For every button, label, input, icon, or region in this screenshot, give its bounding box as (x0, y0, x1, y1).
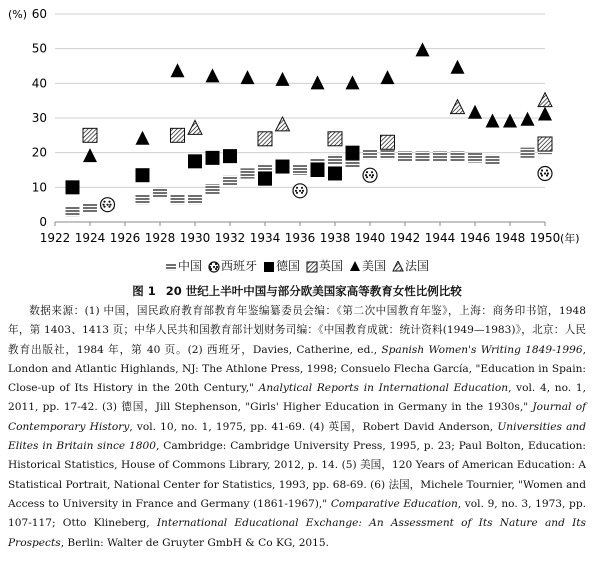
point-france (276, 117, 290, 131)
marker-shape (136, 131, 150, 145)
source-text-1: 数据来源：(1) 中国，国民政府教育部教育年鉴编纂委员会编：《第二次中国教育年鉴》，上海：商务印书馆，1948 年，第 1403、1413 页；中华人民共和国教育部计划财务司编：《中国教育成就：统计资料(1949—1983)》，北京：人民教育出版社，1984 年，第 40 页。(2) 西班牙，Davies, Catherine, ed., (8, 305, 586, 356)
legend-marker-shape (264, 262, 274, 272)
marks (66, 42, 553, 216)
x-unit-label: (年) (560, 232, 580, 245)
marker-shape (346, 146, 360, 160)
legend-marker-uk (306, 261, 318, 273)
point-usa (521, 112, 535, 126)
point-germany (311, 163, 325, 177)
x-tick-label: 1928 (144, 231, 176, 245)
marker-dot (540, 172, 542, 174)
point-spain (101, 198, 115, 212)
marker-dot (108, 206, 110, 208)
marker-shape (468, 153, 482, 163)
marker-shape (381, 70, 395, 84)
legend-item-spain (208, 257, 257, 274)
marker-shape (521, 112, 535, 126)
y-tick-label: 50 (31, 41, 47, 56)
marker-shape (83, 128, 97, 142)
marker-shape (206, 151, 220, 165)
point-germany (223, 149, 237, 163)
point-germany (328, 166, 342, 180)
point-usa (136, 131, 150, 145)
point-china (188, 195, 202, 205)
marker-shape (166, 263, 176, 270)
point-china (83, 203, 97, 213)
marker-dot (372, 174, 374, 176)
source-title-1: Spanish Women's Writing 1849-1996 (381, 343, 583, 356)
marker-shape (416, 151, 430, 161)
x-tick-label: 1932 (214, 231, 246, 245)
marker-dot (544, 172, 546, 174)
point-china (223, 176, 237, 186)
legend-label: 法国 (405, 259, 430, 273)
point-china (66, 207, 80, 217)
source-text-5: , Cambridge: Cambridge University Press, 1995, p. 23; Paul Bolton, Education: Historical Statistics, House of Commons Library, 2012, p. 14. (5) 美国，120 Years of American Education: A Statistical Portrait, National Center for Statistics, 1993, pp. 68-69. (6) 法国，Michele Tournier, "Women and Access to University in France and Germany (1861-1967)," (8, 440, 586, 510)
point-france (451, 100, 465, 114)
marker-dot (546, 169, 548, 171)
marker-shape (311, 163, 325, 177)
point-usa (451, 60, 465, 74)
point-china (328, 155, 342, 165)
point-uk (538, 137, 552, 151)
marker-dot (301, 192, 303, 194)
marker-dot (295, 190, 297, 192)
marker-shape (307, 262, 317, 272)
y-tick-label: 60 (31, 7, 47, 21)
legend-marker-shape (350, 261, 360, 271)
marker-dot (209, 265, 211, 267)
source-title-2: Analytical Reports in International Education (258, 382, 509, 395)
source-text-4: , vol. 10, no. 1, 1975, pp. 41-69. (4) 英国，Robert David Anderson, (129, 420, 498, 433)
marker-shape (416, 42, 430, 56)
figure-caption (0, 283, 594, 299)
point-germany (66, 180, 80, 194)
legend-item-uk (306, 257, 343, 274)
point-germany (346, 146, 360, 160)
marker-shape (276, 72, 290, 86)
point-usa (206, 68, 220, 82)
marker-shape (538, 107, 552, 121)
legend-marker-france (392, 261, 404, 273)
marker-shape (311, 75, 325, 89)
point-usa (346, 75, 360, 89)
source-title-4: Universities and Elites in Britain since 1800 (8, 420, 586, 453)
x-tick-label: 1948 (494, 231, 526, 245)
legend-item-usa (349, 257, 386, 274)
point-china (153, 188, 167, 198)
marker-shape (451, 100, 465, 114)
marker-dot (365, 174, 367, 176)
marker-shape (66, 180, 80, 194)
legend-item-germany (263, 257, 300, 274)
marker-shape (521, 148, 535, 158)
marker-shape (350, 261, 360, 271)
source-title-3: Journal of Contemporary History (8, 401, 586, 433)
figure-number: 图 1 (132, 284, 156, 298)
point-usa (311, 75, 325, 89)
marker-dot (301, 187, 303, 189)
y-tick-label: 0 (39, 215, 47, 229)
marker-shape (276, 160, 290, 174)
marker-shape (538, 137, 552, 151)
marker-shape (241, 169, 255, 179)
marker-dot (215, 267, 217, 269)
point-usa (486, 113, 500, 127)
chart (0, 0, 594, 256)
legend-item-france (392, 257, 429, 274)
point-uk (171, 128, 185, 142)
marker-shape (258, 172, 272, 186)
source-text-2: , London and Atlantic Highlands, NJ: The Athlone Press, 1998; Consuelo Flecha García, "Education in Spain: Close-up of Its History in the 20th Century," (8, 343, 586, 395)
marker-dot (216, 265, 218, 267)
marker-shape (188, 154, 202, 168)
marker-shape (451, 151, 465, 161)
marker-shape (293, 165, 307, 175)
marker-shape (433, 151, 447, 161)
marker-shape (276, 117, 290, 131)
marker-shape (171, 63, 185, 77)
marker-shape (188, 120, 202, 134)
point-china (398, 151, 412, 161)
point-china (521, 148, 535, 158)
marker-shape (451, 60, 465, 74)
x-tick-label: 1940 (354, 231, 386, 245)
point-china (486, 155, 500, 165)
marker-shape (136, 168, 150, 182)
point-germany (206, 151, 220, 165)
legend-marker-shape (166, 263, 176, 270)
marker-dot (541, 174, 543, 176)
marker-dot (371, 176, 373, 178)
point-germany (188, 154, 202, 168)
legend-marker-spain (208, 261, 220, 273)
marker-dot (102, 204, 104, 206)
marker-shape (83, 148, 97, 162)
legend-marker-shape (307, 262, 317, 272)
marker-dot (547, 172, 549, 174)
point-germany (258, 172, 272, 186)
marker-dot (299, 190, 301, 192)
marker-shape (171, 195, 185, 205)
point-china (381, 150, 395, 160)
point-usa (381, 70, 395, 84)
legend-marker-shape (393, 261, 403, 271)
marker-shape (381, 135, 395, 149)
legend-marker-usa (349, 261, 361, 273)
marker-dot (366, 171, 368, 173)
legend-label: 西班牙 (220, 259, 257, 273)
point-china (468, 153, 482, 163)
marker-shape (346, 75, 360, 89)
point-france (538, 93, 552, 107)
marker-shape (153, 188, 167, 198)
legend-label: 中国 (177, 259, 202, 273)
legend-item-china (165, 257, 202, 274)
source-title-6: International Educational Exchange: An Assessment of Its Nature and Its Prospects (8, 517, 586, 549)
point-france (188, 120, 202, 134)
marker-shape (223, 176, 237, 186)
point-uk (258, 132, 272, 146)
legend-marker-germany (263, 261, 275, 273)
legend-label: 德国 (275, 259, 300, 273)
point-spain (293, 184, 307, 198)
marker-dot (108, 201, 110, 203)
marker-dot (302, 190, 304, 192)
marker-shape (241, 70, 255, 84)
marker-shape (486, 113, 500, 127)
x-tick-label: 1936 (284, 231, 316, 245)
legend (0, 257, 594, 274)
x-tick-label: 1946 (459, 231, 491, 245)
marker-shape (486, 155, 500, 165)
point-spain (363, 168, 377, 182)
marker-shape (83, 203, 97, 213)
marker-shape (381, 150, 395, 160)
marker-shape (538, 93, 552, 107)
point-germany (276, 160, 290, 174)
marker-shape (328, 132, 342, 146)
y-tick-label: 40 (31, 76, 47, 91)
marker-dot (371, 171, 373, 173)
point-usa (503, 113, 517, 127)
marker-shape (171, 128, 185, 142)
marker-dot (210, 267, 212, 269)
marker-dot (366, 176, 368, 178)
source-text-7: , Berlin: Walter de Gruyter GmbH & Co KG, 2015. (60, 536, 330, 549)
marker-shape (66, 207, 80, 217)
marker-shape (393, 261, 403, 271)
y-tick-label: 30 (31, 111, 47, 125)
marker-dot (106, 204, 108, 206)
marker-dot (369, 174, 371, 176)
x-tick-label: 1922 (39, 231, 71, 245)
marker-shape (206, 68, 220, 82)
marker-dot (103, 206, 105, 208)
marker-shape (363, 150, 377, 160)
x-tick-label: 1942 (389, 231, 421, 245)
marker-shape (328, 155, 342, 165)
marker-dot (109, 204, 111, 206)
marker-shape (328, 166, 342, 180)
x-tick-label: 1924 (74, 231, 106, 245)
marker-shape (188, 195, 202, 205)
point-usa (241, 70, 255, 84)
marker-shape (136, 195, 150, 205)
marker-dot (213, 265, 215, 267)
x-tick-label: 1934 (249, 231, 281, 245)
point-usa (468, 105, 482, 119)
legend-marker-china (165, 261, 177, 273)
source-text-3: , vol. 4, no. 1, 2011, pp. 17-42. (3) 德国，Jill Stephenson, "Girls' Higher Education in Germany in the 1930s," (8, 382, 586, 414)
point-china (206, 184, 220, 194)
marker-dot (296, 187, 298, 189)
marker-dot (296, 192, 298, 194)
marker-shape (258, 132, 272, 146)
point-usa (171, 63, 185, 77)
point-china (451, 151, 465, 161)
marker-shape (223, 149, 237, 163)
point-china (136, 195, 150, 205)
point-china (241, 169, 255, 179)
marker-shape (503, 113, 517, 127)
legend-marker-shape (209, 262, 219, 272)
marker-dot (215, 262, 217, 264)
point-usa (538, 107, 552, 121)
marker-dot (541, 169, 543, 171)
x-tick-label: 1944 (424, 231, 456, 245)
point-china (363, 150, 377, 160)
x-tick-label: 1938 (319, 231, 351, 245)
point-china (293, 165, 307, 175)
source-text-6: , vol. 9, no. 3, 1973, pp. 107-117; Otto Klineberg, (8, 497, 586, 530)
point-usa (416, 42, 430, 56)
source-title-5: Comparative Education (330, 497, 458, 510)
legend-label: 英国 (319, 259, 344, 273)
y-tick-label: 10 (31, 180, 47, 195)
marker-shape (264, 262, 274, 272)
point-china (433, 151, 447, 161)
point-spain (538, 166, 552, 180)
marker-dot (103, 201, 105, 203)
x-tick-label: 1926 (109, 231, 141, 245)
point-germany (136, 168, 150, 182)
marker-shape (206, 184, 220, 194)
x-tick-label: 1950 (529, 231, 561, 245)
y-tick-label: 20 (31, 145, 47, 160)
legend-label: 美国 (362, 259, 387, 273)
marker-shape (468, 105, 482, 119)
point-usa (276, 72, 290, 86)
point-china (171, 195, 185, 205)
point-china (416, 151, 430, 161)
point-uk (83, 128, 97, 142)
marker-dot (546, 174, 548, 176)
x-tick-label: 1930 (179, 231, 211, 245)
source-note (8, 302, 586, 553)
marker-shape (398, 151, 412, 161)
y-unit-label: (%) (8, 8, 28, 21)
marker-dot (210, 262, 212, 264)
figure-title: 20 世纪上半叶中国与部分欧美国家高等教育女性比例比较 (165, 284, 462, 298)
point-uk (381, 135, 395, 149)
point-usa (83, 148, 97, 162)
point-uk (328, 132, 342, 146)
